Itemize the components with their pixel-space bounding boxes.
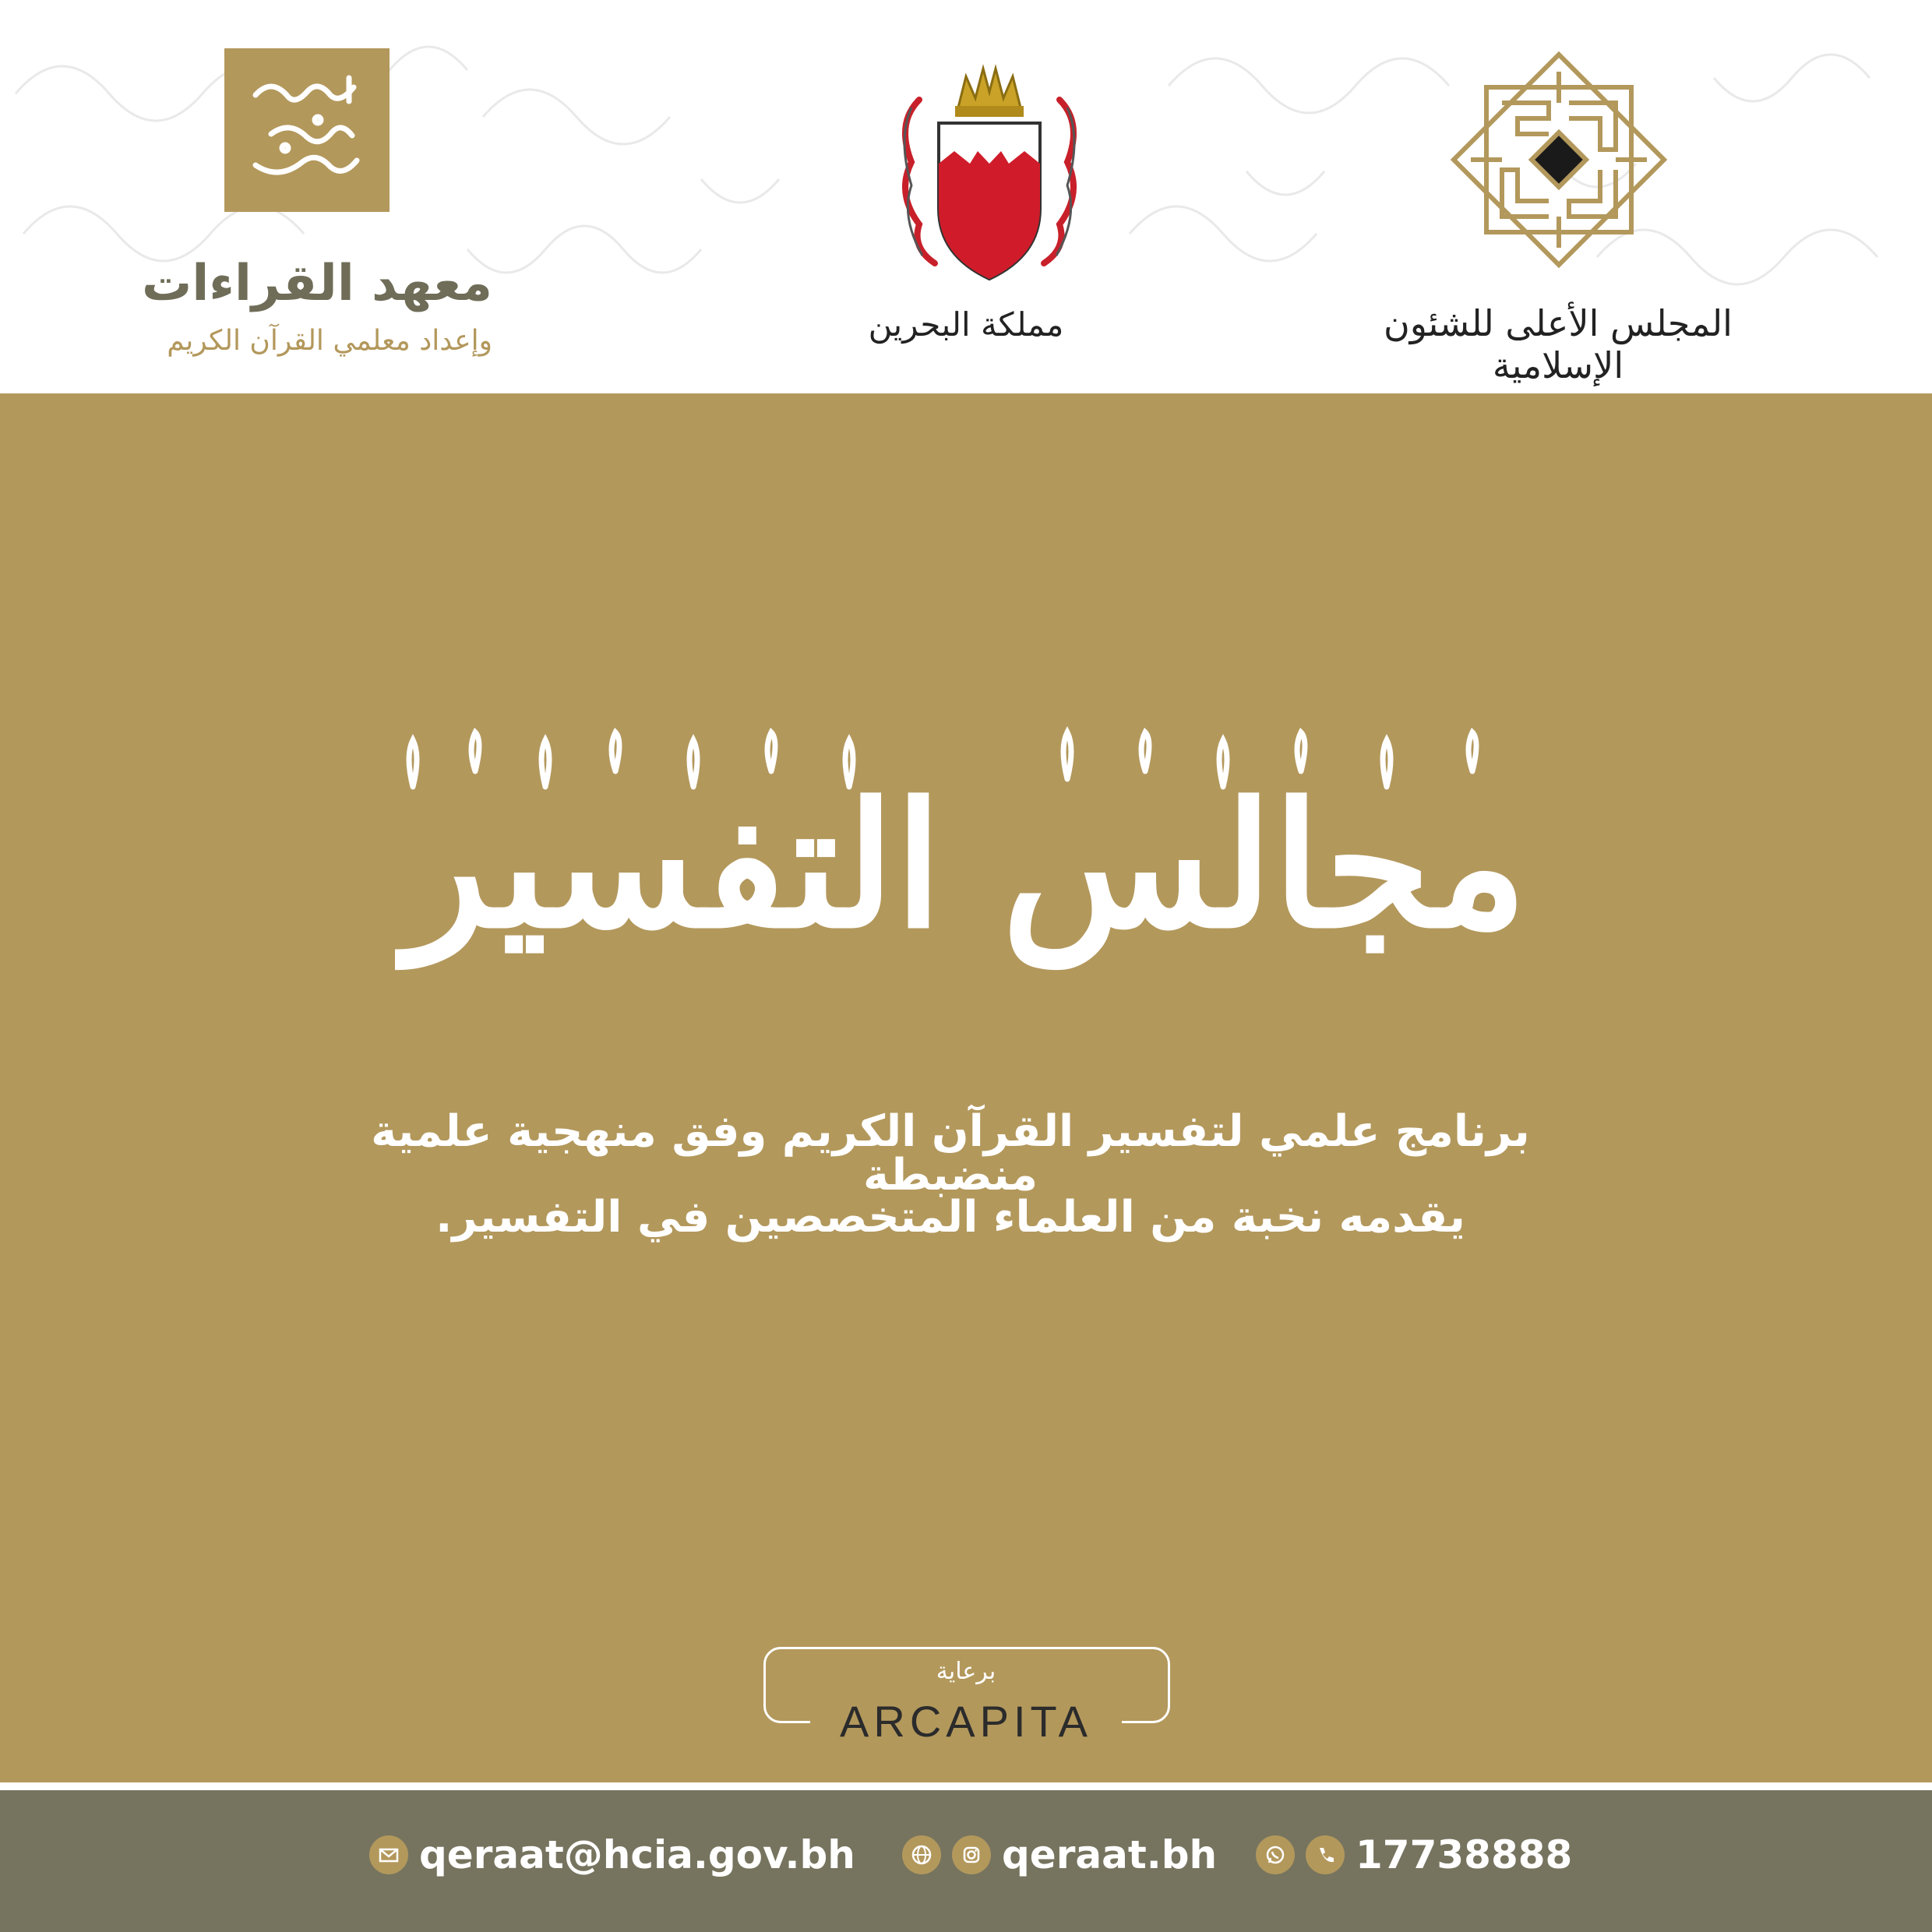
council-label: المجلس الأعلى للشئون الإسلامية xyxy=(1384,302,1733,386)
social-contact[interactable] xyxy=(902,1828,1217,1882)
program-title: مجالس التفسير xyxy=(404,764,1528,966)
phone-contact[interactable] xyxy=(1256,1828,1572,1882)
bahrain-emblem-icon xyxy=(888,61,1091,294)
sponsor-name: ARCAPITA xyxy=(810,1698,1122,1745)
institute-subtitle: وإعداد معلمي القرآن الكريم xyxy=(167,325,492,357)
header xyxy=(0,0,1932,393)
email-text[interactable]: qeraat@hcia.gov.bh xyxy=(419,1832,855,1877)
phone-text[interactable]: 17738888 xyxy=(1356,1832,1573,1877)
kingdom-label: مملكة البحرين xyxy=(868,305,1064,344)
institute-logo xyxy=(224,48,390,212)
social-text[interactable]: qeraat.bh xyxy=(1002,1832,1218,1877)
instagram-icon xyxy=(952,1835,991,1874)
globe-icon xyxy=(902,1835,941,1874)
institute-name: معهد القراءات xyxy=(142,255,492,312)
main-panel xyxy=(0,393,1932,1782)
sponsor-label: برعاية xyxy=(936,1658,996,1685)
mail-icon xyxy=(369,1835,408,1874)
description-line-2: يقدمه نخبة من العلماء المتخصصين في التفسير. xyxy=(435,1192,1465,1243)
description-line-1: برنامج علمي لتفسير القرآن الكريم وفق منهجية علمية منضبطة xyxy=(371,1106,1530,1200)
council-logo-icon xyxy=(1447,48,1670,271)
email-contact[interactable] xyxy=(369,1828,855,1882)
whatsapp-icon xyxy=(1256,1835,1295,1874)
footer-divider xyxy=(0,1782,1932,1790)
phone-icon xyxy=(1306,1835,1345,1874)
